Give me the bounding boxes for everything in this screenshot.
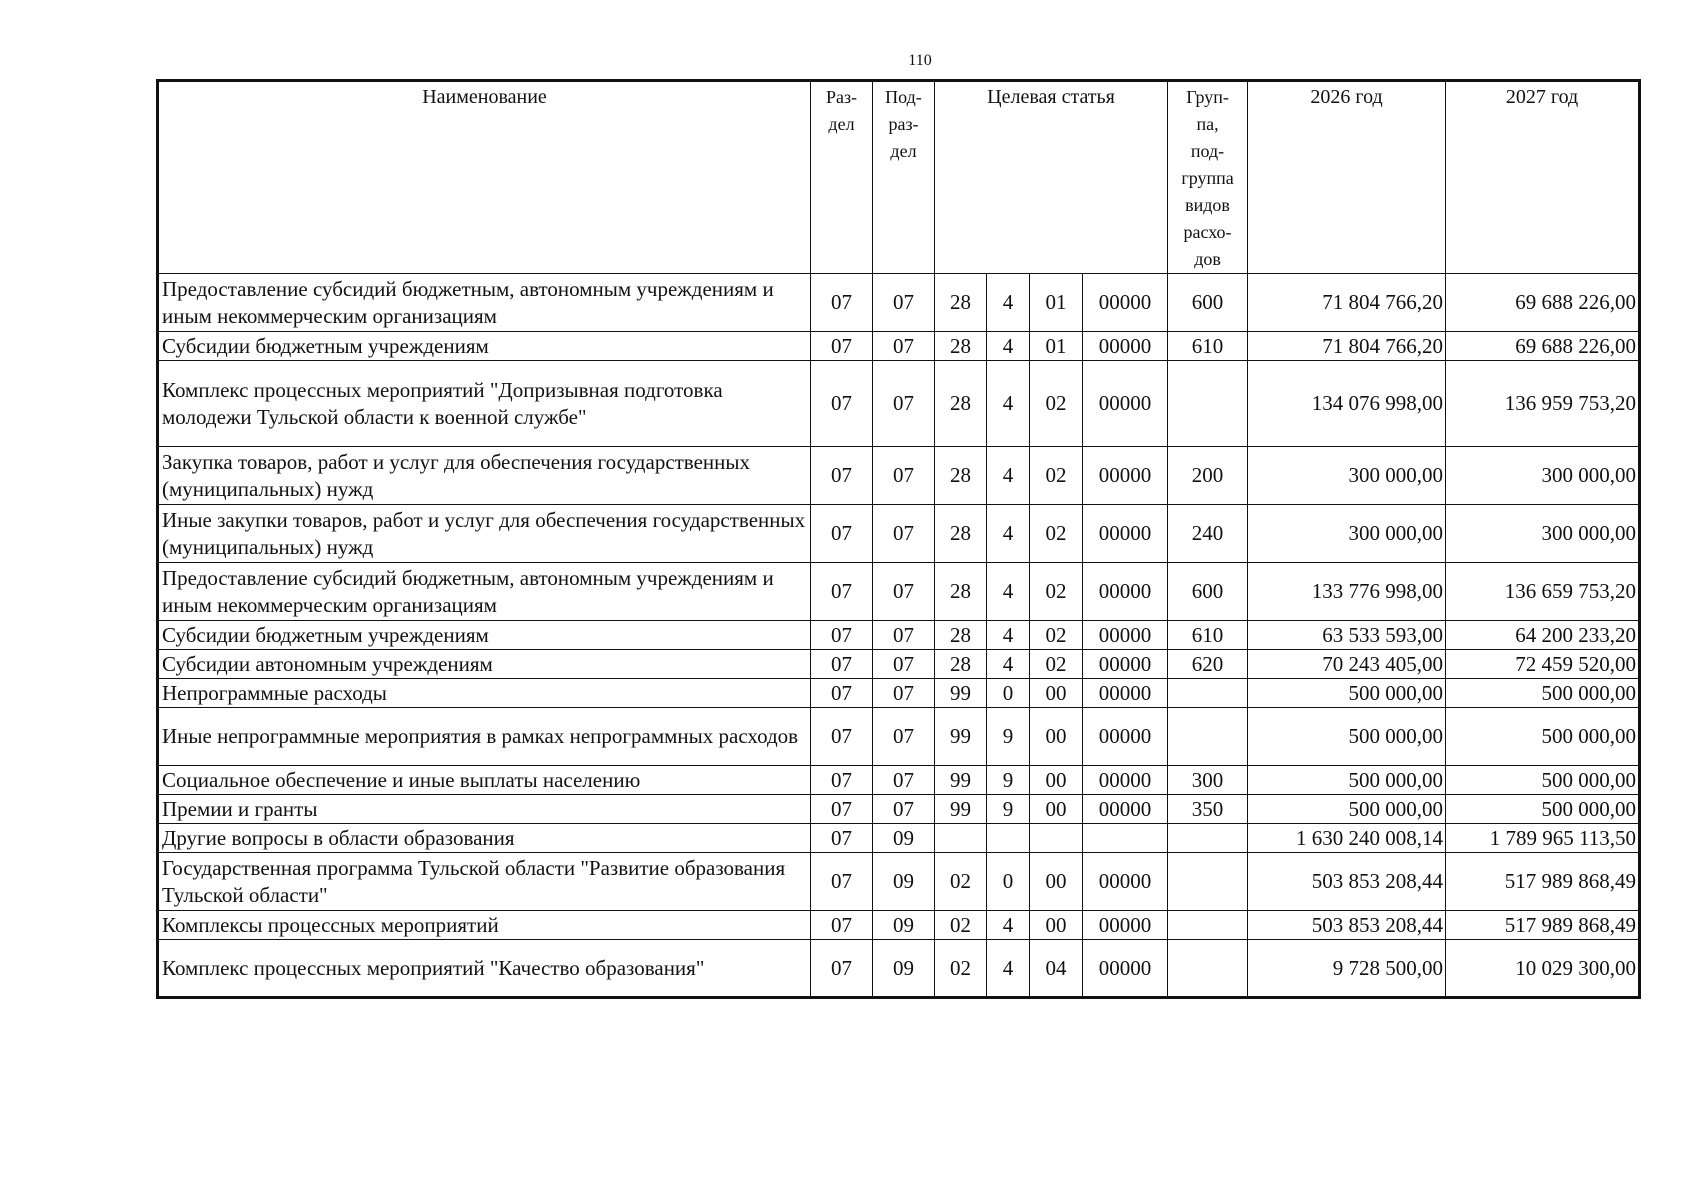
row-amount-2026: 9 728 500,00 xyxy=(1248,940,1446,998)
row-podrazdel: 09 xyxy=(873,824,935,853)
row-target-direction: 00000 xyxy=(1083,940,1168,998)
row-name: Государственная программа Тульской области "Развитие образования Тульской области" xyxy=(158,853,811,911)
row-target-program: 28 xyxy=(935,621,987,650)
row-expense-group: 350 xyxy=(1168,795,1248,824)
row-target-direction: 00000 xyxy=(1083,505,1168,563)
row-target-program: 28 xyxy=(935,650,987,679)
row-target-program: 28 xyxy=(935,447,987,505)
row-name: Субсидии автономным учреждениям xyxy=(158,650,811,679)
row-target-element: 00 xyxy=(1030,708,1083,766)
row-razdel: 07 xyxy=(811,361,873,447)
row-expense-group: 620 xyxy=(1168,650,1248,679)
row-target-direction: 00000 xyxy=(1083,650,1168,679)
row-target-program xyxy=(935,824,987,853)
header-name: Наименование xyxy=(158,81,811,274)
row-target-element: 01 xyxy=(1030,274,1083,332)
row-expense-group xyxy=(1168,708,1248,766)
table-row xyxy=(158,332,1640,361)
row-expense-group xyxy=(1168,853,1248,911)
row-amount-2026: 503 853 208,44 xyxy=(1248,853,1446,911)
row-name: Предоставление субсидий бюджетным, автономным учреждениям и иным некоммерческим организациям xyxy=(158,563,811,621)
row-target-direction: 00000 xyxy=(1083,795,1168,824)
row-amount-2026: 300 000,00 xyxy=(1248,505,1446,563)
row-target-type: 4 xyxy=(987,447,1030,505)
row-target-program: 02 xyxy=(935,853,987,911)
row-target-type: 4 xyxy=(987,563,1030,621)
row-expense-group: 240 xyxy=(1168,505,1248,563)
row-target-type: 9 xyxy=(987,795,1030,824)
row-target-element: 02 xyxy=(1030,361,1083,447)
row-name: Комплекс процессных мероприятий "Допризывная подготовка молодежи Тульской области к военной службе" xyxy=(158,361,811,447)
row-amount-2027: 500 000,00 xyxy=(1446,795,1640,824)
row-razdel: 07 xyxy=(811,824,873,853)
row-podrazdel: 07 xyxy=(873,563,935,621)
row-razdel: 07 xyxy=(811,940,873,998)
row-razdel: 07 xyxy=(811,853,873,911)
table-row xyxy=(158,824,1640,853)
row-expense-group xyxy=(1168,361,1248,447)
row-expense-group xyxy=(1168,911,1248,940)
row-podrazdel: 07 xyxy=(873,795,935,824)
table-row xyxy=(158,708,1640,766)
row-razdel: 07 xyxy=(811,274,873,332)
row-target-direction: 00000 xyxy=(1083,853,1168,911)
row-amount-2026: 503 853 208,44 xyxy=(1248,911,1446,940)
row-amount-2027: 517 989 868,49 xyxy=(1446,911,1640,940)
row-name: Другие вопросы в области образования xyxy=(158,824,811,853)
row-target-element xyxy=(1030,824,1083,853)
row-expense-group: 200 xyxy=(1168,447,1248,505)
row-razdel: 07 xyxy=(811,650,873,679)
row-target-element: 00 xyxy=(1030,853,1083,911)
row-podrazdel: 07 xyxy=(873,679,935,708)
row-target-program: 99 xyxy=(935,708,987,766)
row-target-element: 02 xyxy=(1030,505,1083,563)
row-target-direction: 00000 xyxy=(1083,911,1168,940)
row-target-direction: 00000 xyxy=(1083,332,1168,361)
row-target-program: 02 xyxy=(935,911,987,940)
row-amount-2026: 134 076 998,00 xyxy=(1248,361,1446,447)
row-amount-2026: 500 000,00 xyxy=(1248,708,1446,766)
row-amount-2027: 517 989 868,49 xyxy=(1446,853,1640,911)
row-amount-2027: 500 000,00 xyxy=(1446,679,1640,708)
row-amount-2027: 136 959 753,20 xyxy=(1446,361,1640,447)
row-target-program: 99 xyxy=(935,766,987,795)
row-amount-2027: 72 459 520,00 xyxy=(1446,650,1640,679)
row-expense-group: 300 xyxy=(1168,766,1248,795)
row-name: Иные непрограммные мероприятия в рамках непрограммных расходов xyxy=(158,708,811,766)
row-target-element: 04 xyxy=(1030,940,1083,998)
header-2027: 2027 год xyxy=(1446,81,1640,274)
row-razdel: 07 xyxy=(811,766,873,795)
row-target-direction: 00000 xyxy=(1083,361,1168,447)
row-name: Закупка товаров, работ и услуг для обеспечения государственных (муниципальных) нужд xyxy=(158,447,811,505)
row-target-direction: 00000 xyxy=(1083,708,1168,766)
row-target-type: 4 xyxy=(987,911,1030,940)
row-target-type: 4 xyxy=(987,274,1030,332)
row-amount-2026: 71 804 766,20 xyxy=(1248,332,1446,361)
row-amount-2027: 500 000,00 xyxy=(1446,708,1640,766)
row-expense-group: 610 xyxy=(1168,332,1248,361)
table-row xyxy=(158,563,1640,621)
table-row xyxy=(158,650,1640,679)
row-podrazdel: 07 xyxy=(873,650,935,679)
row-target-direction: 00000 xyxy=(1083,447,1168,505)
row-podrazdel: 09 xyxy=(873,911,935,940)
row-target-element: 00 xyxy=(1030,911,1083,940)
row-amount-2026: 500 000,00 xyxy=(1248,766,1446,795)
row-amount-2026: 70 243 405,00 xyxy=(1248,650,1446,679)
row-name: Социальное обеспечение и иные выплаты населению xyxy=(158,766,811,795)
row-target-type: 9 xyxy=(987,708,1030,766)
row-target-program: 28 xyxy=(935,563,987,621)
row-name: Субсидии бюджетным учреждениям xyxy=(158,332,811,361)
budget-table xyxy=(156,79,1641,999)
row-name: Непрограммные расходы xyxy=(158,679,811,708)
header-podrazdel: Под- раз- дел xyxy=(873,81,935,274)
row-podrazdel: 09 xyxy=(873,940,935,998)
row-target-element: 02 xyxy=(1030,650,1083,679)
row-podrazdel: 07 xyxy=(873,361,935,447)
table-row xyxy=(158,361,1640,447)
row-target-direction: 00000 xyxy=(1083,621,1168,650)
row-amount-2026: 500 000,00 xyxy=(1248,679,1446,708)
row-expense-group: 610 xyxy=(1168,621,1248,650)
table-row xyxy=(158,940,1640,998)
row-amount-2027: 69 688 226,00 xyxy=(1446,332,1640,361)
row-amount-2027: 500 000,00 xyxy=(1446,766,1640,795)
row-amount-2027: 300 000,00 xyxy=(1446,505,1640,563)
row-target-element: 00 xyxy=(1030,679,1083,708)
table-row xyxy=(158,766,1640,795)
row-razdel: 07 xyxy=(811,621,873,650)
page-number: 110 xyxy=(908,52,932,69)
row-amount-2026: 71 804 766,20 xyxy=(1248,274,1446,332)
row-amount-2026: 1 630 240 008,14 xyxy=(1248,824,1446,853)
row-expense-group xyxy=(1168,940,1248,998)
row-podrazdel: 07 xyxy=(873,447,935,505)
row-target-type: 4 xyxy=(987,650,1030,679)
row-expense-group xyxy=(1168,824,1248,853)
row-podrazdel: 07 xyxy=(873,708,935,766)
row-target-element: 02 xyxy=(1030,447,1083,505)
row-amount-2026: 63 533 593,00 xyxy=(1248,621,1446,650)
row-razdel: 07 xyxy=(811,563,873,621)
table-body xyxy=(158,274,1640,998)
row-target-type: 4 xyxy=(987,361,1030,447)
table-row xyxy=(158,505,1640,563)
header-razdel: Раз- дел xyxy=(811,81,873,274)
row-name: Иные закупки товаров, работ и услуг для обеспечения государственных (муниципальных) нужд xyxy=(158,505,811,563)
table-row xyxy=(158,621,1640,650)
row-target-element: 00 xyxy=(1030,795,1083,824)
header-2026: 2026 год xyxy=(1248,81,1446,274)
table-row xyxy=(158,679,1640,708)
row-razdel: 07 xyxy=(811,447,873,505)
row-target-type: 4 xyxy=(987,940,1030,998)
row-target-direction: 00000 xyxy=(1083,679,1168,708)
row-amount-2027: 64 200 233,20 xyxy=(1446,621,1640,650)
row-target-direction xyxy=(1083,824,1168,853)
row-expense-group xyxy=(1168,679,1248,708)
table-row xyxy=(158,274,1640,332)
header-row xyxy=(158,81,1640,274)
row-amount-2027: 300 000,00 xyxy=(1446,447,1640,505)
row-name: Предоставление субсидий бюджетным, автономным учреждениям и иным некоммерческим организациям xyxy=(158,274,811,332)
row-target-program: 99 xyxy=(935,679,987,708)
table-row xyxy=(158,853,1640,911)
row-target-direction: 00000 xyxy=(1083,274,1168,332)
row-target-program: 99 xyxy=(935,795,987,824)
row-target-program: 28 xyxy=(935,361,987,447)
row-amount-2026: 133 776 998,00 xyxy=(1248,563,1446,621)
row-name: Премии и гранты xyxy=(158,795,811,824)
table-row xyxy=(158,795,1640,824)
row-expense-group: 600 xyxy=(1168,563,1248,621)
row-target-program: 28 xyxy=(935,332,987,361)
row-target-type: 9 xyxy=(987,766,1030,795)
row-amount-2027: 1 789 965 113,50 xyxy=(1446,824,1640,853)
row-name: Субсидии бюджетным учреждениям xyxy=(158,621,811,650)
row-razdel: 07 xyxy=(811,505,873,563)
row-target-program: 28 xyxy=(935,505,987,563)
row-razdel: 07 xyxy=(811,679,873,708)
row-podrazdel: 07 xyxy=(873,332,935,361)
row-podrazdel: 07 xyxy=(873,274,935,332)
row-amount-2027: 10 029 300,00 xyxy=(1446,940,1640,998)
row-razdel: 07 xyxy=(811,795,873,824)
header-target-article: Целевая статья xyxy=(935,81,1168,274)
row-podrazdel: 07 xyxy=(873,621,935,650)
row-razdel: 07 xyxy=(811,708,873,766)
row-podrazdel: 09 xyxy=(873,853,935,911)
row-target-direction: 00000 xyxy=(1083,766,1168,795)
row-podrazdel: 07 xyxy=(873,766,935,795)
table-row xyxy=(158,911,1640,940)
row-name: Комплексы процессных мероприятий xyxy=(158,911,811,940)
row-name: Комплекс процессных мероприятий "Качество образования" xyxy=(158,940,811,998)
row-expense-group: 600 xyxy=(1168,274,1248,332)
row-target-direction: 00000 xyxy=(1083,563,1168,621)
row-target-type: 4 xyxy=(987,332,1030,361)
row-amount-2026: 300 000,00 xyxy=(1248,447,1446,505)
row-amount-2027: 69 688 226,00 xyxy=(1446,274,1640,332)
row-podrazdel: 07 xyxy=(873,505,935,563)
row-target-element: 02 xyxy=(1030,563,1083,621)
table-row xyxy=(158,447,1640,505)
row-amount-2027: 136 659 753,20 xyxy=(1446,563,1640,621)
row-razdel: 07 xyxy=(811,332,873,361)
row-target-type: 0 xyxy=(987,853,1030,911)
row-target-type: 0 xyxy=(987,679,1030,708)
row-amount-2026: 500 000,00 xyxy=(1248,795,1446,824)
row-razdel: 07 xyxy=(811,911,873,940)
row-target-program: 28 xyxy=(935,274,987,332)
row-target-element: 00 xyxy=(1030,766,1083,795)
row-target-type: 4 xyxy=(987,505,1030,563)
header-expense-group: Груп- па, под- группа видов расхо- дов xyxy=(1168,81,1248,274)
row-target-program: 02 xyxy=(935,940,987,998)
row-target-element: 01 xyxy=(1030,332,1083,361)
row-target-type xyxy=(987,824,1030,853)
row-target-element: 02 xyxy=(1030,621,1083,650)
row-target-type: 4 xyxy=(987,621,1030,650)
